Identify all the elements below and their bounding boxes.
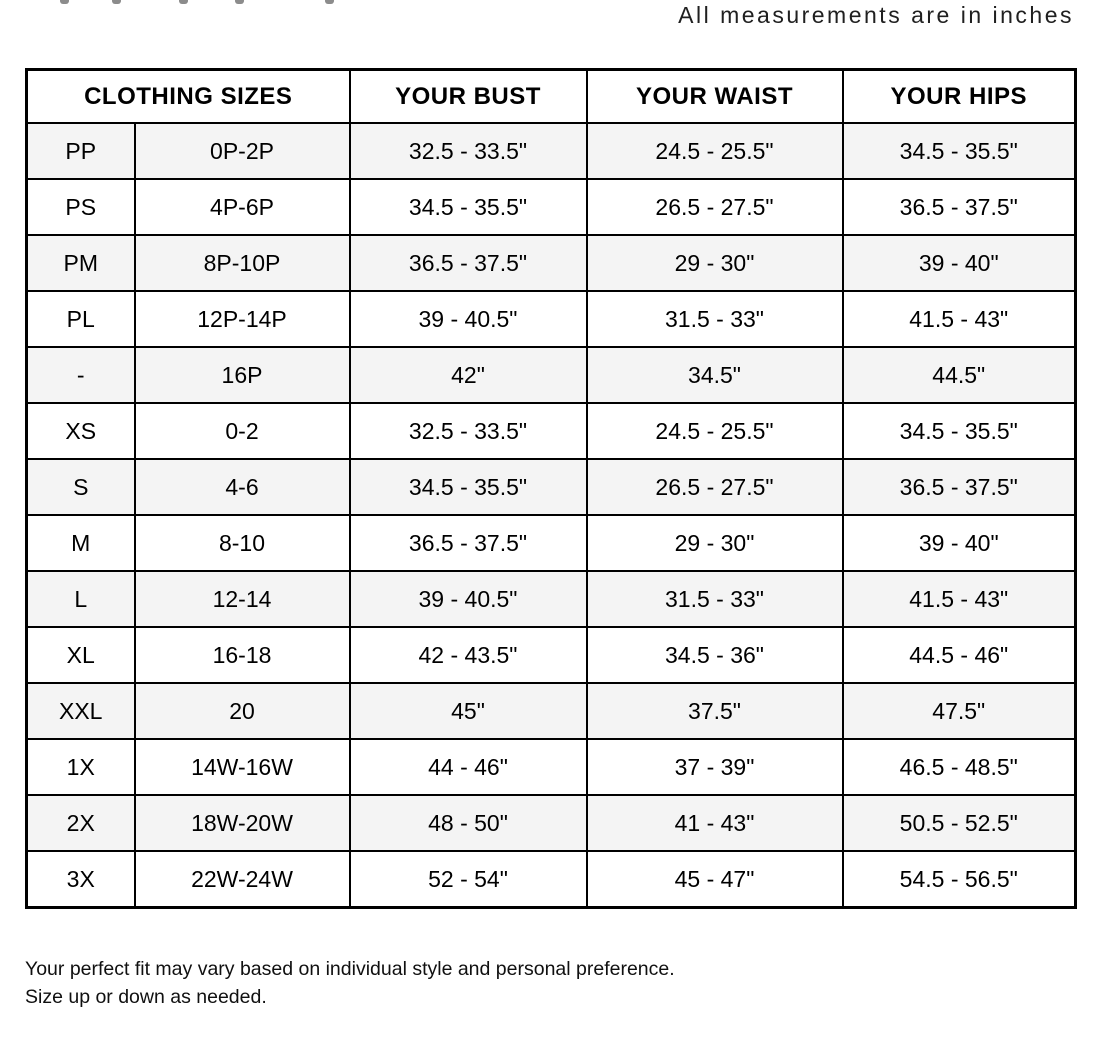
cell-size-range: 8P-10P	[135, 235, 350, 291]
cell-waist: 37 - 39"	[587, 739, 843, 795]
cell-waist: 34.5"	[587, 347, 843, 403]
cell-bust: 48 - 50"	[350, 795, 587, 851]
table-row	[27, 179, 1076, 235]
cell-size-label: S	[27, 459, 135, 515]
cell-waist: 24.5 - 25.5"	[587, 403, 843, 459]
cell-hips: 36.5 - 37.5"	[843, 179, 1076, 235]
cell-size-range: 12P-14P	[135, 291, 350, 347]
table-row	[27, 795, 1076, 851]
cell-size-label: -	[27, 347, 135, 403]
header-waist: YOUR WAIST	[587, 70, 843, 124]
table-row	[27, 571, 1076, 627]
cell-size-label: M	[27, 515, 135, 571]
table-row	[27, 291, 1076, 347]
size-chart-table	[25, 68, 1077, 909]
table-row	[27, 851, 1076, 908]
cell-size-range: 14W-16W	[135, 739, 350, 795]
table-row	[27, 403, 1076, 459]
cell-waist: 26.5 - 27.5"	[587, 459, 843, 515]
cell-hips: 44.5"	[843, 347, 1076, 403]
cell-size-label: PP	[27, 123, 135, 179]
clipped-title-fragment	[235, 0, 244, 4]
cell-bust: 42"	[350, 347, 587, 403]
cell-size-range: 12-14	[135, 571, 350, 627]
cell-bust: 44 - 46"	[350, 739, 587, 795]
cell-size-label: XXL	[27, 683, 135, 739]
cell-bust: 34.5 - 35.5"	[350, 459, 587, 515]
cell-hips: 39 - 40"	[843, 515, 1076, 571]
cell-hips: 47.5"	[843, 683, 1076, 739]
cell-size-label: XS	[27, 403, 135, 459]
cell-size-label: 3X	[27, 851, 135, 908]
cell-bust: 39 - 40.5"	[350, 571, 587, 627]
cell-bust: 32.5 - 33.5"	[350, 123, 587, 179]
header-hips: YOUR HIPS	[843, 70, 1076, 124]
header-clothing-sizes: CLOTHING SIZES	[27, 70, 350, 124]
cell-size-label: XL	[27, 627, 135, 683]
cell-bust: 36.5 - 37.5"	[350, 235, 587, 291]
cell-size-label: L	[27, 571, 135, 627]
cell-waist: 24.5 - 25.5"	[587, 123, 843, 179]
header-bust: YOUR BUST	[350, 70, 587, 124]
table-row	[27, 235, 1076, 291]
cell-hips: 41.5 - 43"	[843, 571, 1076, 627]
cell-bust: 32.5 - 33.5"	[350, 403, 587, 459]
table-row	[27, 459, 1076, 515]
table-row	[27, 347, 1076, 403]
cell-size-range: 20	[135, 683, 350, 739]
cell-bust: 34.5 - 35.5"	[350, 179, 587, 235]
fit-disclaimer	[25, 955, 675, 1012]
table-row	[27, 739, 1076, 795]
clipped-title-fragment	[325, 0, 334, 4]
fit-disclaimer-line1: Your perfect fit may vary based on individual style and personal preference.	[25, 958, 675, 980]
clipped-title-fragment	[179, 0, 188, 4]
cell-waist: 37.5"	[587, 683, 843, 739]
cell-hips: 34.5 - 35.5"	[843, 123, 1076, 179]
cell-hips: 44.5 - 46"	[843, 627, 1076, 683]
header-row	[27, 70, 1076, 124]
cell-hips: 39 - 40"	[843, 235, 1076, 291]
cell-hips: 34.5 - 35.5"	[843, 403, 1076, 459]
cell-bust: 42 - 43.5"	[350, 627, 587, 683]
cell-bust: 45"	[350, 683, 587, 739]
fit-disclaimer-line2: Size up or down as needed.	[25, 986, 267, 1009]
cell-bust: 36.5 - 37.5"	[350, 515, 587, 571]
cell-waist: 31.5 - 33"	[587, 571, 843, 627]
cell-size-range: 8-10	[135, 515, 350, 571]
cell-waist: 34.5 - 36"	[587, 627, 843, 683]
cell-bust: 52 - 54"	[350, 851, 587, 908]
cell-hips: 46.5 - 48.5"	[843, 739, 1076, 795]
clipped-title-fragment	[112, 0, 121, 4]
cell-hips: 36.5 - 37.5"	[843, 459, 1076, 515]
cell-hips: 54.5 - 56.5"	[843, 851, 1076, 908]
cell-size-label: 2X	[27, 795, 135, 851]
cell-size-label: PS	[27, 179, 135, 235]
cell-size-range: 16-18	[135, 627, 350, 683]
cell-size-range: 16P	[135, 347, 350, 403]
cell-waist: 29 - 30"	[587, 235, 843, 291]
cell-size-range: 0P-2P	[135, 123, 350, 179]
cell-hips: 41.5 - 43"	[843, 291, 1076, 347]
table-row	[27, 683, 1076, 739]
cell-size-range: 18W-20W	[135, 795, 350, 851]
cell-waist: 26.5 - 27.5"	[587, 179, 843, 235]
cell-size-range: 0-2	[135, 403, 350, 459]
cell-size-label: PM	[27, 235, 135, 291]
table-row	[27, 515, 1076, 571]
cell-hips: 50.5 - 52.5"	[843, 795, 1076, 851]
cell-size-range: 4-6	[135, 459, 350, 515]
table-row	[27, 627, 1076, 683]
cell-size-label: 1X	[27, 739, 135, 795]
table-row	[27, 123, 1076, 179]
cell-waist: 45 - 47"	[587, 851, 843, 908]
cell-waist: 29 - 30"	[587, 515, 843, 571]
cell-size-range: 4P-6P	[135, 179, 350, 235]
cell-waist: 31.5 - 33"	[587, 291, 843, 347]
measurements-unit-note: All measurements are in inches	[678, 2, 1074, 28]
clipped-title-fragment	[60, 0, 69, 4]
cell-waist: 41 - 43"	[587, 795, 843, 851]
cell-size-label: PL	[27, 291, 135, 347]
cell-bust: 39 - 40.5"	[350, 291, 587, 347]
cell-size-range: 22W-24W	[135, 851, 350, 908]
